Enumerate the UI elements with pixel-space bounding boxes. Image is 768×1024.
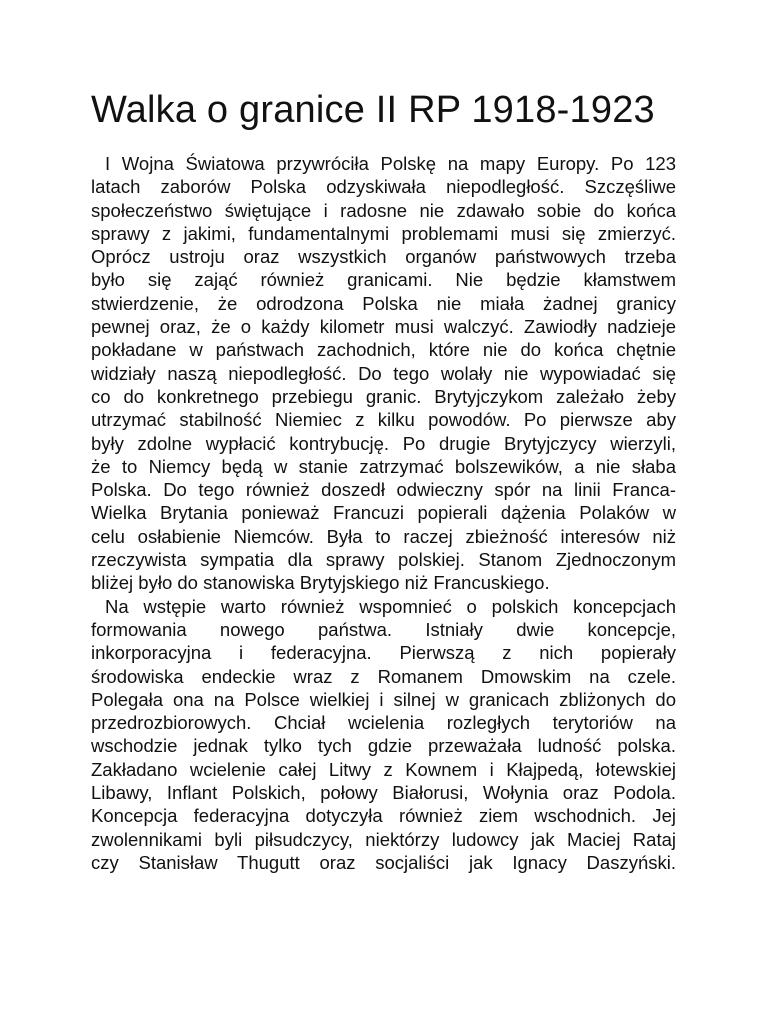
paragraph-line: były zdolne wypłacić kontrybucję. Po drugie Brytyjczycy wierzyli, bbox=[91, 432, 676, 454]
paragraph-line: utrzymać stabilność Niemiec z kilku powodów. Po pierwsze aby bbox=[91, 409, 676, 431]
paragraph-line: bliżej było do stanowiska Brytyjskiego niż Francuskiego. bbox=[91, 572, 550, 594]
paragraph-line: Libawy, Inflant Polskich, połowy Białorusi, Wołynia oraz Podola. bbox=[91, 782, 676, 804]
paragraph-line: widziały naszą niepodległość. Do tego wolały nie wypowiadać się bbox=[91, 362, 676, 384]
paragraph-line: czy Stanisław Thugutt oraz socjaliści jak Ignacy Daszyński. bbox=[91, 851, 676, 873]
paragraph-line: Oprócz ustroju oraz wszystkich organów państwowych trzeba bbox=[91, 246, 676, 268]
paragraph-line: środowiska endeckie wraz z Romanem Dmowskim na czele. bbox=[91, 665, 676, 687]
paragraph-line: że to Niemcy będą w stanie zatrzymać bolszewików, a nie słaba bbox=[91, 455, 676, 477]
paragraph-line: pokładane w państwach zachodnich, które nie do końca chętnie bbox=[91, 339, 676, 361]
document-page bbox=[91, 84, 676, 874]
paragraph-line: przedrozbiorowych. Chciał wcielenia rozległych terytoriów na bbox=[91, 712, 676, 734]
document-body bbox=[91, 152, 676, 874]
paragraph-line: rzeczywista sympatia dla sprawy polskiej. Stanom Zjednoczonym bbox=[91, 549, 676, 571]
document-title: Walka o granice II RP 1918-1923 bbox=[91, 89, 655, 131]
paragraph-line: formowania nowego państwa. Istniały dwie koncepcje, bbox=[91, 618, 676, 640]
paragraph-line: Polegała ona na Polsce wielkiej i silnej w granicach zbliżonych do bbox=[91, 688, 676, 710]
paragraph-line: społeczeństwo świętujące i radosne nie zdawało sobie do końca bbox=[91, 199, 676, 221]
paragraph-line: wschodzie jednak tylko tych gdzie przeważała ludność polska. bbox=[91, 735, 676, 757]
paragraph-line: sprawy z jakimi, fundamentalnymi problemami musi się zmierzyć. bbox=[91, 222, 676, 244]
paragraph-line: zwolennikami byli piłsudczycy, niektórzy ludowcy jak Maciej Rataj bbox=[91, 828, 676, 850]
paragraph-line: celu osłabienie Niemców. Była to raczej zbieżność interesów niż bbox=[91, 525, 676, 547]
paragraph-line: Zakładano wcielenie całej Litwy z Kownem i Kłajpedą, łotewskiej bbox=[91, 758, 676, 780]
paragraph-line: było się zająć również granicami. Nie będzie kłamstwem bbox=[91, 269, 676, 291]
paragraph-line: latach zaborów Polska odzyskiwała niepodległość. Szczęśliwe bbox=[91, 176, 676, 198]
paragraph-line: I Wojna Światowa przywróciła Polskę na mapy Europy. Po 123 bbox=[105, 153, 676, 174]
paragraph-2 bbox=[91, 595, 676, 875]
paragraph-line: Wielka Brytania ponieważ Francuzi popierali dążenia Polaków w bbox=[91, 502, 676, 524]
paragraph-line: co do konkretnego przebiegu granic. Brytyjczykom zależało żeby bbox=[91, 385, 676, 407]
paragraph-line: pewnej oraz, że o każdy kilometr musi walczyć. Zawiodły nadzieje bbox=[91, 316, 676, 338]
paragraph-1 bbox=[91, 152, 676, 595]
paragraph-line: Koncepcja federacyjna dotyczyła również ziem wschodnich. Jej bbox=[91, 805, 676, 827]
paragraph-line: inkorporacyjna i federacyjna. Pierwszą z nich popierały bbox=[91, 642, 676, 664]
paragraph-line: Polska. Do tego również doszedł odwieczny spór na linii Franca- bbox=[91, 479, 676, 501]
paragraph-line: Na wstępie warto również wspomnieć o polskich koncepcjach bbox=[105, 595, 676, 617]
paragraph-line: stwierdzenie, że odrodzona Polska nie miała żadnej granicy bbox=[91, 292, 676, 314]
